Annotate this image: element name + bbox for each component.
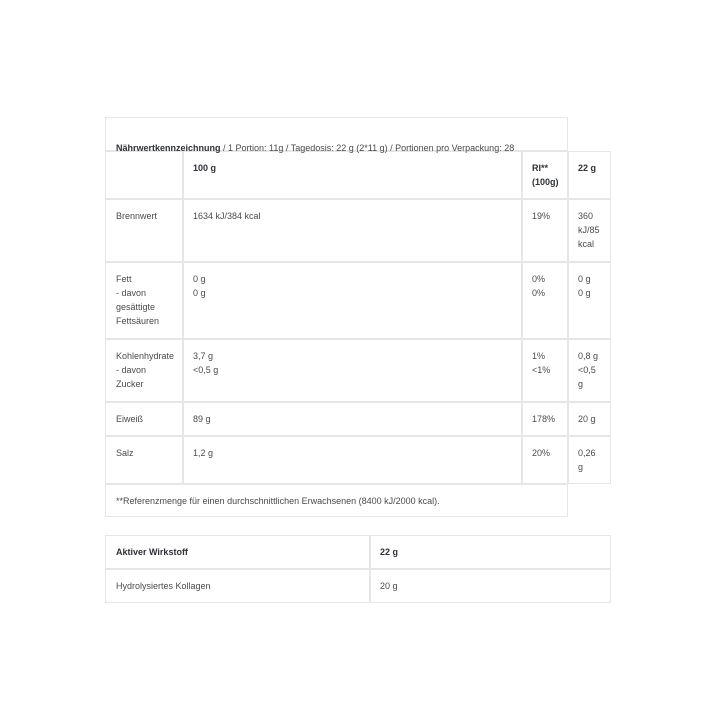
row-brennwert-label: Brennwert (116, 211, 158, 221)
row-salz-100g-cell (183, 436, 522, 484)
row-fett-22g: 0 g 0 g (578, 274, 591, 298)
active-header-value-cell (370, 535, 611, 569)
row-eiweiss-100g-cell (183, 402, 522, 436)
row-brennwert-100g: 1634 kJ/384 kcal (193, 211, 261, 221)
row-salz-ri-cell (522, 436, 568, 484)
row-eiweiss-label: Eiweiß (116, 414, 144, 424)
row-salz-100g: 1,2 g (193, 448, 214, 458)
row-salz-ri: 20% (532, 448, 551, 458)
nutrition-header (116, 127, 514, 155)
column-header-22g: 22 g (578, 163, 597, 173)
row-fett-100g-cell (183, 262, 522, 339)
column-header-22g-cell (568, 151, 611, 199)
row-brennwert-ri: 19% (532, 211, 551, 221)
row-salz-22g: 0,26 g (578, 448, 596, 472)
active-row-label: Hydrolysiertes Kollagen (116, 581, 211, 591)
row-kohlenhydrate-100g-cell (183, 339, 522, 402)
active-header-label: Aktiver Wirkstoff (116, 547, 188, 557)
row-kohlenhydrate-100g: 3,7 g <0,5 g (193, 351, 219, 375)
column-header-100g-cell (183, 151, 522, 199)
row-eiweiss-22g: 20 g (578, 414, 596, 424)
nutrition-header-title: Nährwertkennzeichnung (116, 143, 221, 153)
row-eiweiss-100g: 89 g (193, 414, 211, 424)
nutrition-header-details: / 1 Portion: 11g / Tagedosis: 22 g (2*11 g) / Portionen pro Verpackung: 28 (220, 143, 515, 153)
row-fett-label: Fett - davon gesättigte Fettsäuren (116, 274, 160, 326)
active-row-value: 20 g (380, 581, 398, 591)
active-header-value: 22 g (380, 547, 399, 557)
column-header-ri: RI** (100g) (532, 163, 559, 187)
row-kohlenhydrate-label: Kohlenhydrate - davon Zucker (116, 351, 175, 389)
row-kohlenhydrate-ri: 1% <1% (532, 351, 551, 375)
row-brennwert-22g: 360 kJ/85 kcal (578, 211, 600, 249)
row-fett-ri: 0% 0% (532, 274, 546, 298)
row-kohlenhydrate-22g: 0,8 g <0,5 g (578, 351, 599, 389)
active-row-value-cell (370, 569, 611, 603)
column-header-empty (105, 151, 183, 199)
row-fett-100g: 0 g 0 g (193, 274, 206, 298)
footnote: **Referenzmenge für einen durchschnittlichen Erwachsenen (8400 kJ/2000 kcal). (116, 496, 440, 506)
row-eiweiss-ri: 178% (532, 414, 556, 424)
row-salz-label-cell (105, 436, 183, 484)
row-salz-label: Salz (116, 448, 134, 458)
column-header-100g: 100 g (193, 163, 217, 173)
